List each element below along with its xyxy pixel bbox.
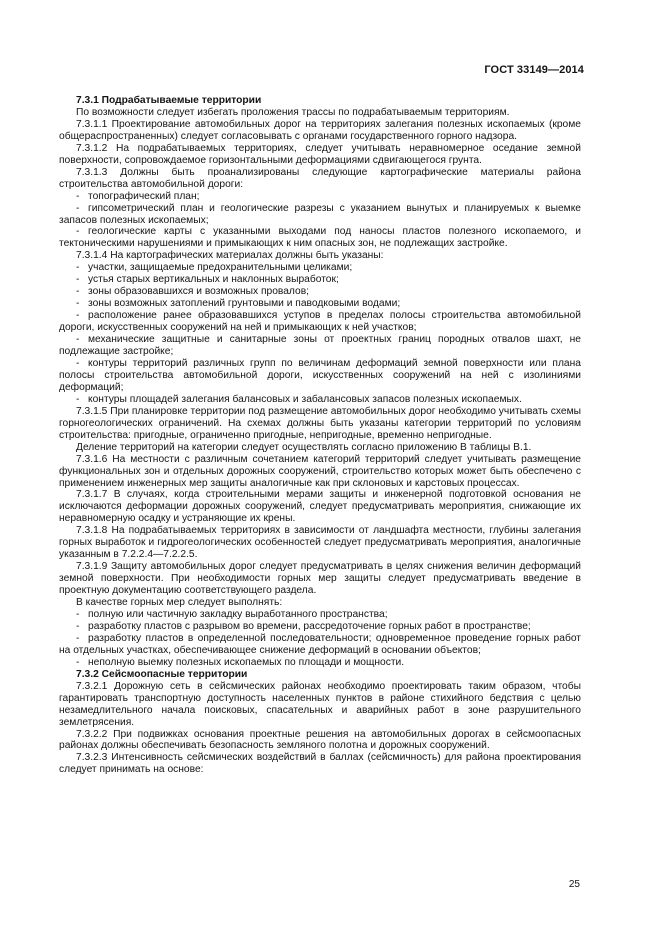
list-item bbox=[59, 633, 581, 657]
paragraph: 7.3.1.5 При планировке территории под размещение автомобильных дорог необходимо учитывать схемы горногеологических ограничений. На схемах должны быть указаны категории территорий по условиям строительства: пригодные, ограниченно пригодные, непригодные, временно непригодные. bbox=[59, 405, 581, 441]
list-item bbox=[59, 226, 581, 250]
list-dash: - bbox=[76, 202, 80, 214]
section-heading: 7.3.1 Подрабатываемые территории bbox=[76, 95, 262, 106]
list-item-text: зоны возможных затоплений грунтовыми и паводковыми водами; bbox=[88, 298, 401, 310]
list-item-text: механические защитные и санитарные зоны от проектных границ породных отвалов шахт, не подлежащие застройке; bbox=[59, 334, 581, 358]
paragraph: 7.3.1.7 В случаях, когда строительными мерами защиты и инженерной подготовкой основания не исключаются деформации дорожных сооружений, следует предусматривать мероприятия, снижающие их неравномерную осадку и устраняющие их крены. bbox=[59, 489, 581, 525]
paragraph: 7.3.1.4 На картографических материалах должны быть указаны: bbox=[76, 250, 384, 262]
list-dash: - bbox=[76, 632, 80, 644]
list-dash: - bbox=[76, 334, 80, 346]
list-item-text: устья старых вертикальных и наклонных выработок; bbox=[88, 274, 339, 286]
list-item bbox=[59, 657, 581, 669]
list-dash: - bbox=[76, 190, 80, 202]
list-dash: - bbox=[76, 656, 80, 668]
list-dash: - bbox=[76, 310, 80, 322]
section-heading: 7.3.2 Сейсмоопасные территории bbox=[76, 668, 248, 680]
list-item-text: полную или частичную закладку выработанного пространства; bbox=[88, 608, 388, 620]
list-item-text: зоны образовавшихся и возможных провалов; bbox=[88, 286, 310, 298]
paragraph: 7.3.1.6 На местности с различным сочетанием категорий территорий следует учитывать размещение функциональных зон и отдельных дорожных сооружений, строительство которых может быть обеспечено с применением инженерных мер защиты аналогичные как при склоновых и карстовых процессах. bbox=[59, 453, 581, 489]
document-body bbox=[59, 95, 581, 776]
list-item bbox=[59, 274, 581, 286]
list-dash: - bbox=[76, 274, 80, 286]
paragraph: 7.3.2.2 При подвижках основания проектные решения на автомобильных дорогах в сейсмоопасных районах должны обеспечивать безопасность земляного полотна и дорожных сооружений. bbox=[59, 728, 581, 752]
paragraph: 7.3.1.1 Проектирование автомобильных дорог на территориях залегания полезных ископаемых (кроме общераспространенных) следует согласовывать с органами государственного горного надзора. bbox=[59, 118, 581, 142]
list-dash: - bbox=[76, 226, 80, 238]
paragraph: 7.3.2.1 Дорожную сеть в сейсмических районах необходимо проектировать таким образом, чтобы гарантировать транспортную доступность населенных пунктов в районе стихийного бедствия с целью незамедлительного начала поисковых, спасательных и аварийных работ в зоне разрушительного землетрясения. bbox=[59, 680, 581, 728]
paragraph: 7.3.1.2 На подрабатываемых территориях, следует учитывать неравномерное оседание земной поверхности, сопровождаемое горизонтальными деформациями сдвигающегося грунта. bbox=[59, 142, 581, 166]
list-dash: - bbox=[76, 393, 80, 405]
list-dash: - bbox=[76, 286, 80, 298]
paragraph: В качестве горных мер следует выполнять: bbox=[76, 597, 283, 609]
list-item-text: контуры площадей залегания балансовых и забалансовых запасов полезных ископаемых. bbox=[88, 393, 522, 405]
list-item-text: контуры территорий различных групп по величинам деформаций земной поверхности или плана полосы строительства автомобильной дороги, искусственных сооружений на ней с изолиниями деформаций; bbox=[59, 357, 581, 393]
paragraph: По возможности следует избегать проложения трассы по подрабатываемым территориям. bbox=[76, 106, 510, 118]
list-item bbox=[59, 310, 581, 334]
paragraph: 7.3.2.3 Интенсивность сейсмических воздействий в баллах (сейсмичность) для района проектирования следует принимать на основе: bbox=[59, 752, 581, 776]
list-item-text: топографический план; bbox=[88, 190, 200, 202]
list-item bbox=[59, 203, 581, 227]
paragraph: 7.3.1.8 На подрабатываемых территориях в зависимости от ландшафта местности, глубины залегания горных выработок и гидрогеологических особенностей следует предусматривать мероприятия, аналогичные указанным в 7.2.2.4—7.2.2.5. bbox=[59, 525, 581, 561]
standard-designation: ГОСТ 33149—2014 bbox=[484, 64, 584, 76]
list-item-text: геологические карты с указанными выходами под наносы пластов полезного ископаемого, и тектоническими нарушениями и примыкающих к ним опасных зон, не подлежащих застройке. bbox=[59, 226, 581, 250]
list-item bbox=[59, 358, 581, 394]
list-item-text: разработку пластов с разрывом во времени, рассредоточение горных работ в пространстве; bbox=[88, 620, 531, 632]
list-item-text: расположение ранее образовавшихся уступов в пределах полосы строительства автомобильной дороги, искусственных сооружений на ней и примыкающих к ней участков; bbox=[59, 310, 581, 334]
list-item-text: участки, защищаемые предохранительными целиками; bbox=[88, 262, 353, 274]
list-item-text: гипсометрический план и геологические разрезы с указанием вынутых и планируемых к выемке запасов полезных ископаемых; bbox=[59, 202, 581, 226]
list-item-text: неполную выемку полезных ископаемых по площади и мощности. bbox=[88, 656, 405, 668]
page-number: 25 bbox=[568, 879, 580, 890]
list-dash: - bbox=[76, 608, 80, 620]
list-item-text: разработку пластов в определенной последовательности; одновременное проведение горных работ на отдельных участках, обеспечивающее снижение деформаций в основании объектов; bbox=[59, 632, 581, 656]
list-item bbox=[59, 262, 581, 274]
list-item bbox=[59, 286, 581, 298]
list-item bbox=[59, 298, 581, 310]
paragraph: 7.3.1.9 Защиту автомобильных дорог следует предусматривать в целях снижения величин деформаций земной поверхности. При необходимости горных мер защиты следует предусматривать введение в проектную документацию соответствующего раздела. bbox=[59, 561, 581, 597]
list-dash: - bbox=[76, 357, 80, 369]
list-dash: - bbox=[76, 262, 80, 274]
list-item bbox=[59, 334, 581, 358]
list-item bbox=[59, 191, 581, 203]
list-dash: - bbox=[76, 620, 80, 632]
list-item bbox=[59, 621, 581, 633]
list-dash: - bbox=[76, 298, 80, 310]
paragraph: 7.3.1.3 Должны быть проанализированы следующие картографические материалы района строительства автомобильной дороги: bbox=[59, 166, 581, 190]
list-item bbox=[59, 394, 581, 406]
list-item bbox=[59, 609, 581, 621]
paragraph: Деление территорий на категории следует осуществлять согласно приложению В таблицы В.1. bbox=[76, 441, 532, 453]
